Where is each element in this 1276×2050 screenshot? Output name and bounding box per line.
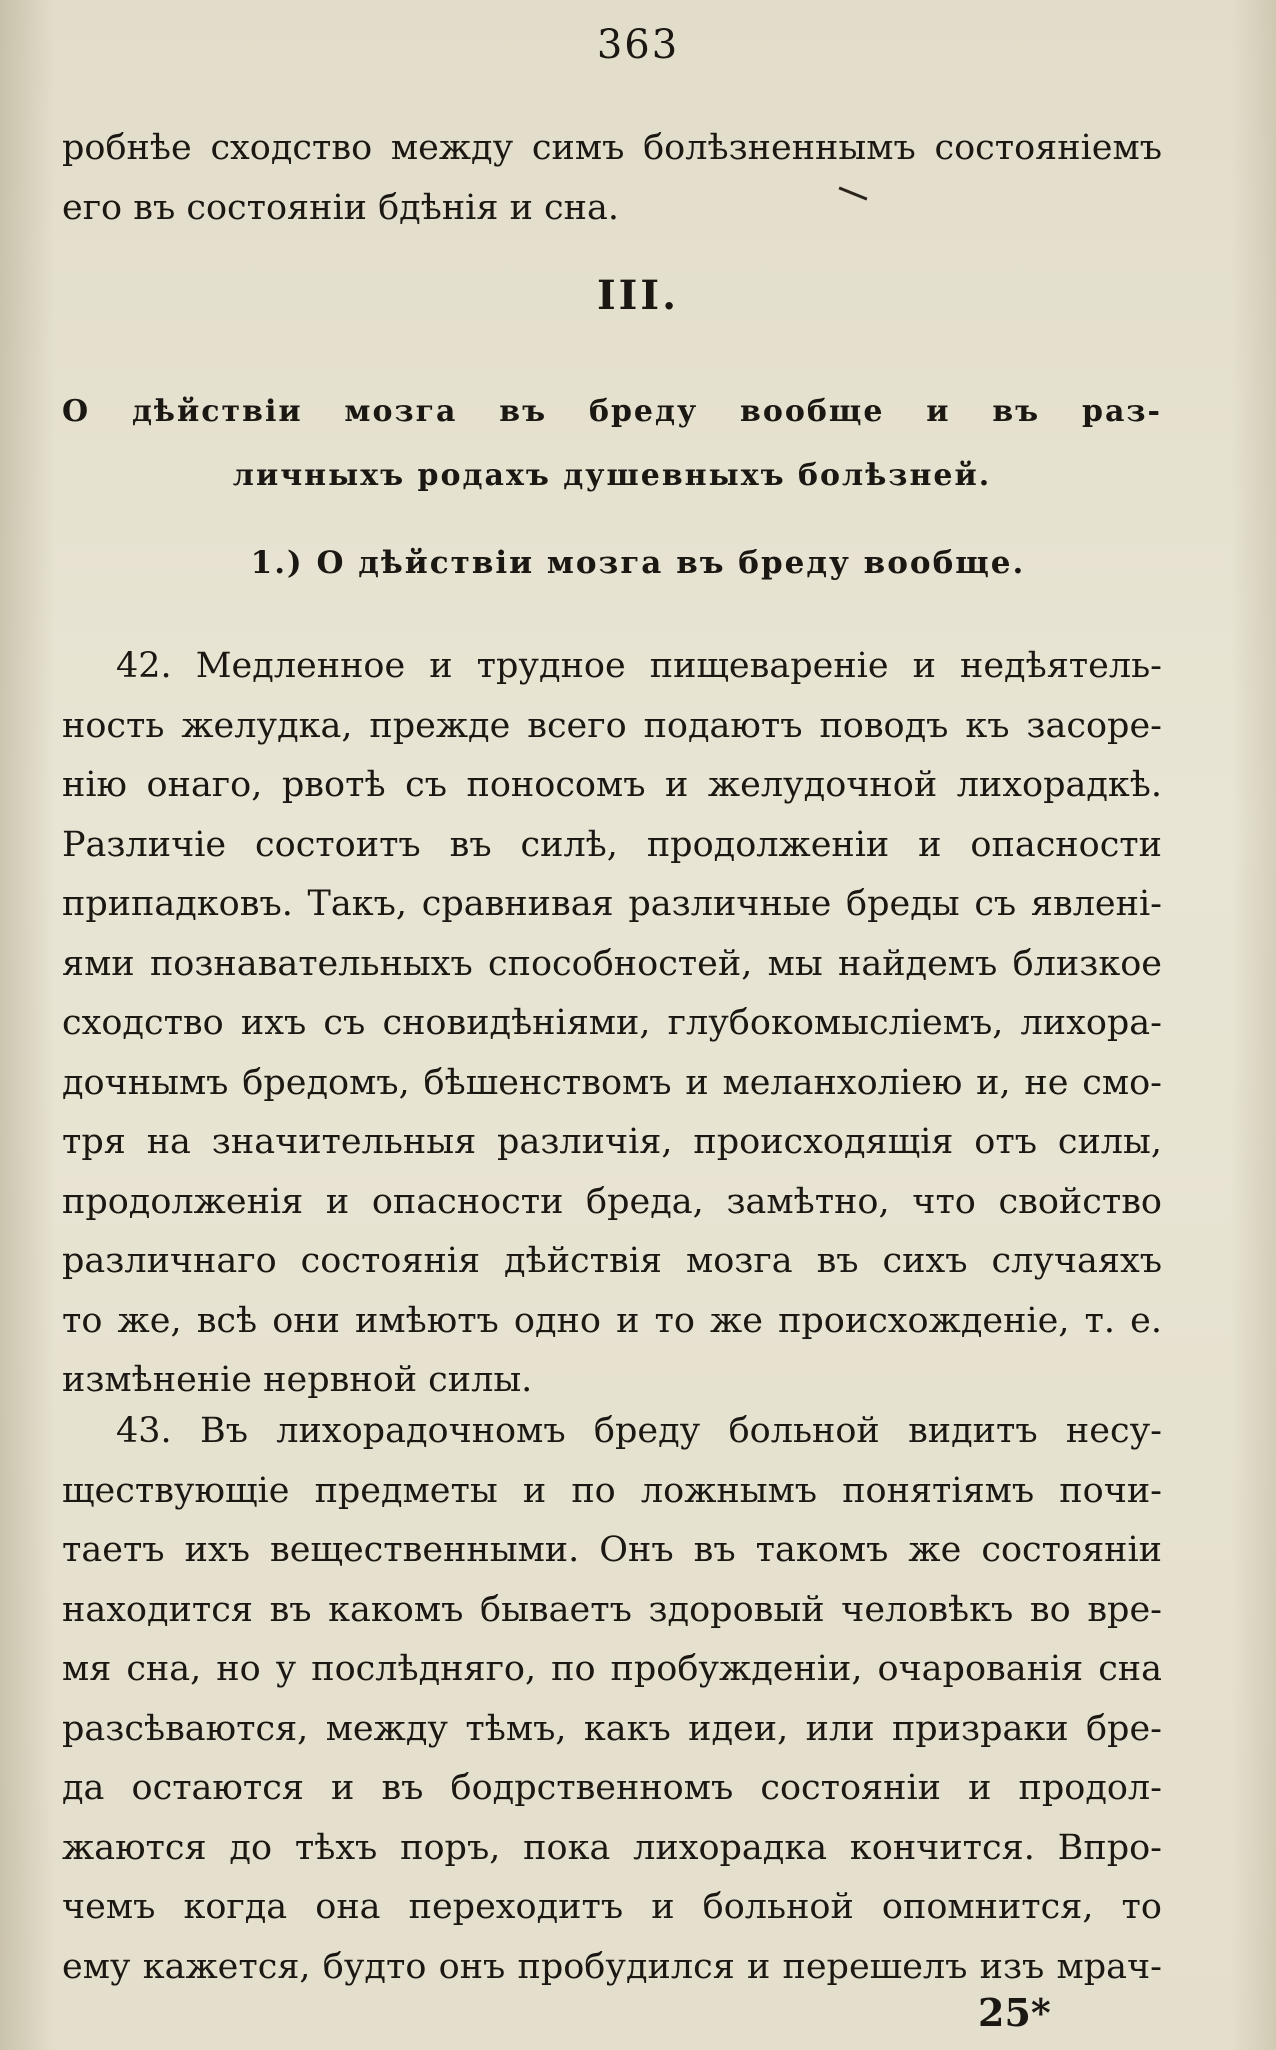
text-line: мя сна, но у послѣдняго, по пробужденіи, очарованія сна	[62, 1649, 1162, 1689]
text-line: тря на значительныя различія, происходящія отъ силы,	[62, 1122, 1162, 1162]
text-line: дочнымъ бредомъ, бѣшенствомъ и меланхоліею и, не смо-	[62, 1062, 1162, 1103]
chapter-title-line: личныхъ родахъ душевныхъ болѣзней.	[232, 458, 992, 493]
page-number: 363	[596, 22, 680, 68]
text-line: разсѣваются, между тѣмъ, какъ идеи, или призраки бре-	[62, 1708, 1162, 1749]
paragraph-42	[62, 637, 1162, 1411]
text-line: продолженія и опасности бреда, замѣтно, что свойство	[62, 1181, 1162, 1222]
text-line: да остаются и въ бодрственномъ состояніи и продол-	[62, 1768, 1162, 1808]
text-line: различнаго состоянія дѣйствія мозга въ сихъ случаяхъ	[62, 1241, 1162, 1281]
text-line: 43. Въ лихорадочномъ бреду больной видитъ несу-	[116, 1411, 1162, 1451]
text-line: ями познавательныхъ способностей, мы найдемъ близкое	[62, 943, 1162, 984]
text-line: робнѣе сходство между симъ болѣзненнымъ состояніемъ	[62, 128, 1162, 168]
chapter-title-line: О дѣйствіи мозга въ бреду вообще и въ раз-	[62, 394, 1162, 429]
text-line: сходство ихъ съ сновидѣніями, глубокомысліемъ, лихора-	[62, 1003, 1162, 1043]
text-line: ность желудка, прежде всего подаютъ поводъ къ засоре-	[62, 705, 1162, 746]
text-line: Различіе состоитъ въ силѣ, продолженіи и опасности	[62, 824, 1162, 865]
text-line: 42. Медленное и трудное пищевареніе и недѣятель-	[116, 646, 1162, 686]
text-line: то же, всѣ они имѣютъ одно и то же происхожденіе, т. е.	[62, 1300, 1162, 1341]
paragraph-43	[62, 1402, 1162, 1997]
continuation-text	[62, 118, 1162, 238]
text-line: припадковъ. Такъ, сравнивая различные бреды съ явлені-	[62, 884, 1162, 924]
section-number: III.	[596, 272, 680, 319]
text-line: жаются до тѣхъ поръ, пока лихорадка кончится. Впро-	[62, 1827, 1162, 1868]
subsection-title: 1.) О дѣйствіи мозга въ бреду вообще.	[250, 545, 1026, 581]
text-line: ществующіе предметы и по ложнымъ понятіямъ почи-	[62, 1470, 1162, 1511]
text-line: таетъ ихъ вещественными. Онъ въ такомъ же состояніи	[62, 1530, 1162, 1570]
text-line: находится въ какомъ бываетъ здоровый человѣкъ во вре-	[62, 1589, 1162, 1630]
text-line: нію онаго, рвотѣ съ поносомъ и желудочной лихорадкѣ.	[62, 765, 1162, 805]
text-line: измѣненіе нервной силы.	[62, 1360, 533, 1400]
signature-mark: 25*	[978, 1990, 1051, 2035]
chapter-title	[62, 380, 1162, 508]
text-line: ему кажется, будто онъ пробудился и перешелъ изъ мрач-	[62, 1946, 1162, 1987]
text-line: чемъ когда она переходитъ и больной опомнится, то	[62, 1887, 1162, 1927]
text-line: его въ состояніи бдѣнія и сна.	[62, 188, 619, 228]
